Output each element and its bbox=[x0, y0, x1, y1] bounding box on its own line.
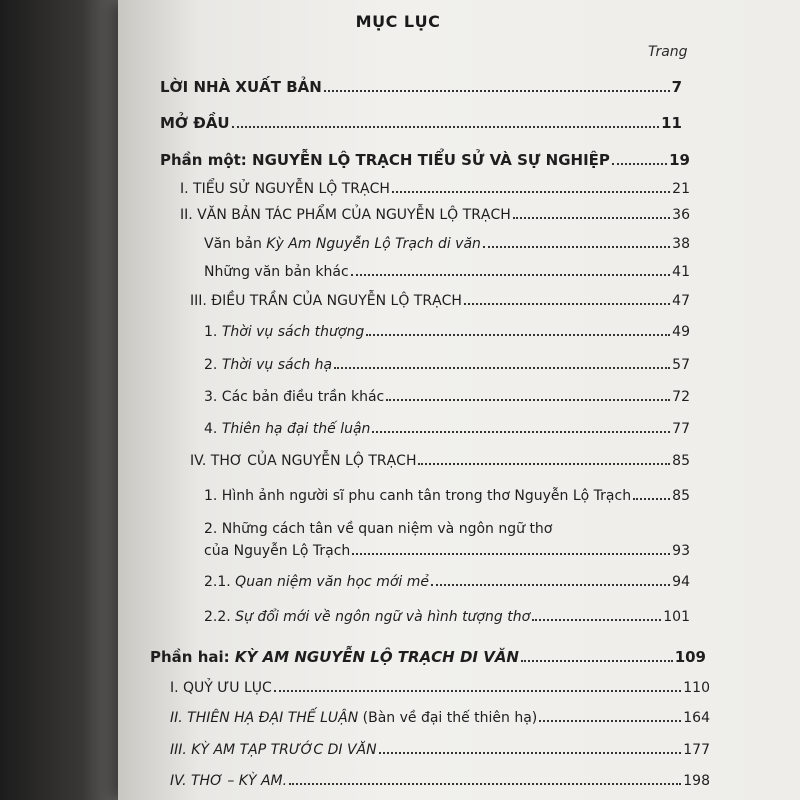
toc-entry-label: III. KỲ AM TẠP TRƯỚC DI VĂN bbox=[170, 742, 377, 758]
label-italic: Thời vụ sách thượng bbox=[221, 324, 365, 340]
label-italic: Sự đổi mới về ngôn ngữ và hình tượng thơ bbox=[235, 609, 531, 625]
dot-leader bbox=[232, 126, 660, 128]
toc-entry-label bbox=[204, 357, 332, 373]
dot-leader bbox=[366, 334, 670, 336]
toc-entry-page: 7 bbox=[671, 78, 682, 96]
label-prefix: 2.2. bbox=[204, 609, 236, 625]
toc-entry-page: 41 bbox=[672, 264, 690, 280]
toc-entry-label: IV. THƠ – KỲ AM. bbox=[170, 773, 288, 789]
dot-leader bbox=[392, 191, 670, 193]
label-prefix: 2. bbox=[204, 357, 222, 373]
toc-entry-page: 93 bbox=[672, 543, 690, 559]
dot-leader bbox=[431, 584, 670, 586]
toc-entry bbox=[204, 264, 690, 280]
toc-entry-page: 94 bbox=[672, 574, 690, 590]
toc-entry-label: của Nguyễn Lộ Trạch bbox=[204, 543, 351, 559]
toc-entry-page: 21 bbox=[672, 181, 690, 197]
dot-leader bbox=[372, 431, 670, 433]
label-italic: KỲ AM NGUYỄN LỘ TRẠCH DI VĂN bbox=[234, 648, 519, 666]
label-prefix: 1. bbox=[204, 324, 222, 340]
dot-leader bbox=[532, 619, 661, 621]
toc-entry-page: 198 bbox=[683, 773, 710, 789]
toc-entry-page: 72 bbox=[672, 389, 690, 405]
label-prefix: Văn bản bbox=[204, 236, 267, 252]
toc-entry bbox=[204, 574, 690, 590]
dot-leader bbox=[633, 498, 670, 500]
toc-entry-label: Những văn bản khác bbox=[204, 264, 349, 280]
dot-leader bbox=[334, 367, 670, 369]
label-italic: Kỳ Am Nguyễn Lộ Trạch di văn bbox=[266, 236, 481, 252]
dot-leader bbox=[418, 463, 670, 465]
toc-entry bbox=[204, 609, 690, 625]
dot-leader bbox=[513, 217, 670, 219]
dot-leader bbox=[274, 690, 681, 692]
dot-leader bbox=[464, 303, 670, 305]
dot-leader bbox=[351, 274, 671, 276]
toc-entry-label: Phần một: NGUYỄN LỘ TRẠCH TIỂU SỬ VÀ SỰ NGHIỆP bbox=[160, 151, 610, 169]
dot-leader bbox=[521, 660, 673, 662]
toc-entry bbox=[160, 78, 682, 96]
dot-leader bbox=[483, 246, 670, 248]
toc-entry-page: 38 bbox=[672, 236, 690, 252]
toc-entry-label: LỜI NHÀ XUẤT BẢN bbox=[160, 78, 322, 96]
book-page bbox=[118, 0, 800, 800]
dot-leader bbox=[612, 163, 667, 165]
toc-entry bbox=[190, 453, 690, 469]
toc-entry bbox=[180, 181, 690, 197]
label-prefix: 4. bbox=[204, 421, 222, 437]
label-italic: Thiên hạ đại thế luận bbox=[221, 421, 371, 437]
toc-entry bbox=[160, 151, 690, 169]
dot-leader bbox=[324, 90, 670, 92]
toc-entry-label bbox=[204, 574, 429, 590]
toc-entry bbox=[204, 389, 690, 405]
toc-entry-page: 19 bbox=[669, 151, 690, 169]
toc-entry bbox=[170, 773, 710, 789]
label-italic: Thời vụ sách hạ bbox=[221, 357, 333, 373]
toc-entry-page: 57 bbox=[672, 357, 690, 373]
toc-entry-label: 3. Các bản điều trần khác bbox=[204, 389, 385, 405]
toc-entry bbox=[204, 324, 690, 340]
dot-leader bbox=[539, 720, 681, 722]
dot-leader bbox=[379, 752, 682, 754]
toc-entry-page: 85 bbox=[672, 488, 690, 504]
dot-leader bbox=[352, 553, 670, 555]
toc-entry-page: 101 bbox=[663, 609, 690, 625]
page-column-label: Trang bbox=[648, 44, 688, 60]
toc-entry-label: I. QUỶ ƯU LỤC bbox=[170, 680, 272, 696]
toc-entry bbox=[180, 207, 690, 223]
toc-entry bbox=[204, 488, 690, 504]
page-title: MỤC LỤC bbox=[355, 12, 441, 31]
dot-leader bbox=[386, 399, 670, 401]
toc-entry-label: IV. THƠ CỦA NGUYỄN LỘ TRẠCH bbox=[190, 453, 417, 469]
toc-entry-label-line1: 2. Những cách tân về quan niệm và ngôn ngữ thơ bbox=[204, 521, 553, 537]
label-prefix: Phần hai: bbox=[150, 648, 235, 666]
label-italic: II. THIÊN HẠ ĐẠI THẾ LUẬN bbox=[170, 710, 359, 726]
toc-entry bbox=[160, 114, 682, 132]
toc-entry bbox=[204, 357, 690, 373]
toc-entry-label: I. TIỂU SỬ NGUYỄN LỘ TRẠCH bbox=[180, 181, 390, 197]
toc-entry-label bbox=[150, 648, 519, 666]
toc-entry-label bbox=[170, 710, 537, 726]
toc-entry-page: 77 bbox=[672, 421, 690, 437]
toc-entry-page: 109 bbox=[674, 648, 706, 666]
toc-entry bbox=[170, 710, 710, 726]
toc-entry-page: 47 bbox=[672, 293, 690, 309]
toc-entry-label: III. ĐIỀU TRẦN CỦA NGUYỄN LỘ TRẠCH bbox=[190, 293, 462, 309]
toc-entry-label: MỞ ĐẦU bbox=[160, 114, 230, 132]
toc-entry-page: 177 bbox=[683, 742, 710, 758]
label-prefix: 2.1. bbox=[204, 574, 236, 590]
toc-entry bbox=[204, 236, 690, 252]
toc-entry-label bbox=[204, 421, 370, 437]
toc-entry-label bbox=[204, 609, 530, 625]
toc-entry-page: 11 bbox=[661, 114, 682, 132]
toc-entry-label: II. VĂN BẢN TÁC PHẨM CỦA NGUYỄN LỘ TRẠCH bbox=[180, 207, 511, 223]
toc-entry bbox=[170, 680, 710, 696]
toc-entry bbox=[190, 293, 690, 309]
toc-entry-label: 1. Hình ảnh người sĩ phu canh tân trong thơ Nguyễn Lộ Trạch bbox=[204, 488, 632, 504]
toc-entry-page: 85 bbox=[672, 453, 690, 469]
toc-entry-page: 36 bbox=[672, 207, 690, 223]
toc-entry-page: 164 bbox=[683, 710, 710, 726]
toc-entry-label bbox=[204, 324, 364, 340]
toc-entry bbox=[204, 543, 690, 559]
toc-entry-label bbox=[204, 236, 481, 252]
label-suffix: (Bàn về đại thế thiên hạ) bbox=[358, 710, 538, 726]
toc-entry-page: 49 bbox=[672, 324, 690, 340]
toc-entry bbox=[150, 648, 706, 666]
dot-leader bbox=[289, 783, 681, 785]
toc-entry bbox=[170, 742, 710, 758]
toc-entry-page: 110 bbox=[683, 680, 710, 696]
toc-entry bbox=[204, 421, 690, 437]
label-italic: Quan niệm văn học mới mẻ bbox=[235, 574, 429, 590]
